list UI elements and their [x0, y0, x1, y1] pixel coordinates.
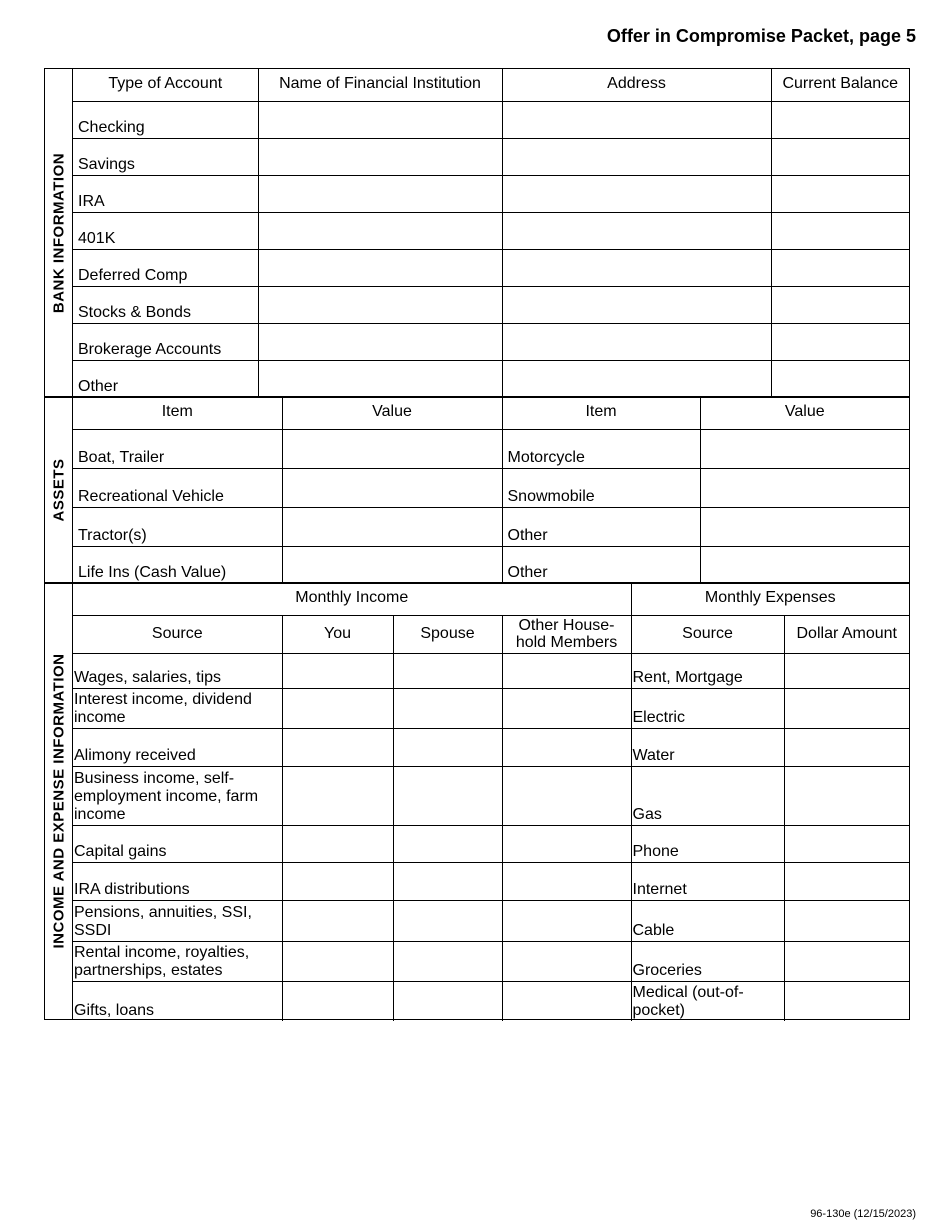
monthly-income-header: Monthly Income: [73, 583, 631, 615]
bank-balance-cell[interactable]: [771, 175, 909, 212]
asset-item-label: Recreational Vehicle: [73, 468, 282, 507]
expense-source-label: Cable: [631, 900, 784, 941]
assets-header-item: Item: [73, 397, 282, 429]
income-other-cell[interactable]: [502, 941, 631, 981]
expense-amount-cell[interactable]: [784, 653, 909, 688]
income-you-cell[interactable]: [282, 941, 393, 981]
income-spouse-cell[interactable]: [393, 900, 502, 941]
income-spouse-cell[interactable]: [393, 981, 502, 1021]
income-you-cell[interactable]: [282, 825, 393, 862]
income-source-label: Capital gains: [73, 825, 282, 862]
income-you-cell[interactable]: [282, 653, 393, 688]
income-you-cell[interactable]: [282, 900, 393, 941]
expense-header-source: Source: [631, 615, 784, 653]
expense-source-label: Internet: [631, 862, 784, 900]
bank-row-label: Brokerage Accounts: [73, 323, 258, 360]
income-source-label: Rental income, royalties, partnerships, estates: [73, 941, 282, 981]
income-spouse-cell[interactable]: [393, 728, 502, 766]
form-number-footer: 96-130e (12/15/2023): [810, 1208, 916, 1220]
income-spouse-cell[interactable]: [393, 825, 502, 862]
bank-address-cell[interactable]: [502, 175, 771, 212]
assets-header-value: Value: [700, 397, 909, 429]
expense-source-label: Medical (out-of-pocket): [631, 981, 784, 1021]
income-spouse-cell[interactable]: [393, 766, 502, 825]
assets-section: [44, 396, 910, 584]
expense-amount-cell[interactable]: [784, 728, 909, 766]
asset-item-label: Snowmobile: [502, 468, 700, 507]
bank-row-label: Stocks & Bonds: [73, 286, 258, 323]
bank-balance-cell[interactable]: [771, 286, 909, 323]
asset-value-cell[interactable]: [700, 546, 909, 583]
bank-address-cell[interactable]: [502, 212, 771, 249]
income-source-label: Pensions, annuities, SSI, SSDI: [73, 900, 282, 941]
bank-institution-cell[interactable]: [258, 323, 502, 360]
expense-amount-cell[interactable]: [784, 862, 909, 900]
income-other-cell[interactable]: [502, 728, 631, 766]
bank-institution-cell[interactable]: [258, 138, 502, 175]
bank-institution-cell[interactable]: [258, 175, 502, 212]
bank-row-label: 401K: [73, 212, 258, 249]
asset-value-cell[interactable]: [282, 429, 502, 468]
expense-source-label: Phone: [631, 825, 784, 862]
income-you-cell[interactable]: [282, 862, 393, 900]
bank-row-label: IRA: [73, 175, 258, 212]
bank-balance-cell[interactable]: [771, 101, 909, 138]
income-source-label: Business income, self-employment income, farm income: [73, 766, 282, 825]
expense-header-amount: Dollar Amount: [784, 615, 909, 653]
income-other-cell[interactable]: [502, 862, 631, 900]
income-other-cell[interactable]: [502, 766, 631, 825]
income-other-cell[interactable]: [502, 825, 631, 862]
income-source-label: Alimony received: [73, 728, 282, 766]
expense-source-label: Water: [631, 728, 784, 766]
expense-source-label: Groceries: [631, 941, 784, 981]
expense-amount-cell[interactable]: [784, 825, 909, 862]
income-header-other-household: Other House-hold Members: [502, 615, 631, 653]
asset-item-label: Life Ins (Cash Value): [73, 546, 282, 583]
income-expense-section: [44, 582, 910, 1020]
income-side-label: INCOME AND EXPENSE INFORMATION: [50, 653, 68, 949]
income-source-label: Gifts, loans: [73, 981, 282, 1021]
income-other-cell[interactable]: [502, 981, 631, 1021]
expense-source-label: Rent, Mortgage: [631, 653, 784, 688]
income-you-cell[interactable]: [282, 766, 393, 825]
bank-side-label: BANK INFORMATION: [50, 152, 68, 314]
bank-header-type: Type of Account: [73, 69, 258, 101]
bank-row-label: Savings: [73, 138, 258, 175]
income-you-cell[interactable]: [282, 728, 393, 766]
bank-address-cell[interactable]: [502, 138, 771, 175]
income-you-cell[interactable]: [282, 688, 393, 728]
income-spouse-cell[interactable]: [393, 688, 502, 728]
asset-item-label: Boat, Trailer: [73, 429, 282, 468]
income-source-label: Interest income, dividend income: [73, 688, 282, 728]
bank-information-section: [44, 68, 910, 398]
income-other-cell[interactable]: [502, 653, 631, 688]
bank-row-label: Deferred Comp: [73, 249, 258, 286]
page-title: Offer in Compromise Packet, page 5: [606, 26, 916, 46]
bank-institution-cell[interactable]: [258, 286, 502, 323]
bank-address-cell[interactable]: [502, 360, 771, 397]
asset-value-cell[interactable]: [282, 507, 502, 546]
expense-amount-cell[interactable]: [784, 941, 909, 981]
bank-row-label: Checking: [73, 101, 258, 138]
income-source-label: Wages, salaries, tips: [73, 653, 282, 688]
bank-institution-cell[interactable]: [258, 360, 502, 397]
bank-address-cell[interactable]: [502, 101, 771, 138]
expense-source-label: Gas: [631, 766, 784, 825]
asset-value-cell[interactable]: [700, 507, 909, 546]
bank-header-institution: Name of Financial Institution: [258, 69, 502, 101]
asset-value-cell[interactable]: [700, 429, 909, 468]
income-header-source: Source: [73, 615, 282, 653]
bank-balance-cell[interactable]: [771, 212, 909, 249]
bank-table: [73, 69, 909, 397]
asset-item-label: Tractor(s): [73, 507, 282, 546]
asset-value-cell[interactable]: [282, 468, 502, 507]
bank-address-cell[interactable]: [502, 249, 771, 286]
bank-institution-cell[interactable]: [258, 101, 502, 138]
asset-item-label: Other: [502, 546, 700, 583]
income-spouse-cell[interactable]: [393, 862, 502, 900]
assets-side-label: ASSETS: [50, 458, 68, 522]
income-spouse-cell[interactable]: [393, 941, 502, 981]
expense-source-label: Electric: [631, 688, 784, 728]
bank-header-balance: Current Balance: [771, 69, 909, 101]
asset-value-cell[interactable]: [282, 546, 502, 583]
expense-amount-cell[interactable]: [784, 688, 909, 728]
bank-row-label: Other: [73, 360, 258, 397]
income-sidebar: [45, 583, 73, 1019]
expense-amount-cell[interactable]: [784, 900, 909, 941]
expense-amount-cell[interactable]: [784, 766, 909, 825]
bank-sidebar: [45, 69, 73, 397]
assets-table: [73, 397, 909, 583]
bank-header-address: Address: [502, 69, 771, 101]
assets-header-value: Value: [282, 397, 502, 429]
bank-institution-cell[interactable]: [258, 249, 502, 286]
asset-item-label: Other: [502, 507, 700, 546]
income-header-you: You: [282, 615, 393, 653]
monthly-expenses-header: Monthly Expenses: [631, 583, 909, 615]
income-other-cell[interactable]: [502, 900, 631, 941]
income-expense-table: [73, 583, 909, 1021]
assets-header-item: Item: [502, 397, 700, 429]
income-header-spouse: Spouse: [393, 615, 502, 653]
income-spouse-cell[interactable]: [393, 653, 502, 688]
bank-institution-cell[interactable]: [258, 212, 502, 249]
income-other-cell[interactable]: [502, 688, 631, 728]
income-you-cell[interactable]: [282, 981, 393, 1021]
asset-item-label: Motorcycle: [502, 429, 700, 468]
expense-amount-cell[interactable]: [784, 981, 909, 1021]
bank-balance-cell[interactable]: [771, 138, 909, 175]
asset-value-cell[interactable]: [700, 468, 909, 507]
bank-balance-cell[interactable]: [771, 360, 909, 397]
income-source-label: IRA distributions: [73, 862, 282, 900]
bank-address-cell[interactable]: [502, 286, 771, 323]
assets-sidebar: [45, 397, 73, 583]
bank-address-cell[interactable]: [502, 323, 771, 360]
bank-balance-cell[interactable]: [771, 323, 909, 360]
bank-balance-cell[interactable]: [771, 249, 909, 286]
